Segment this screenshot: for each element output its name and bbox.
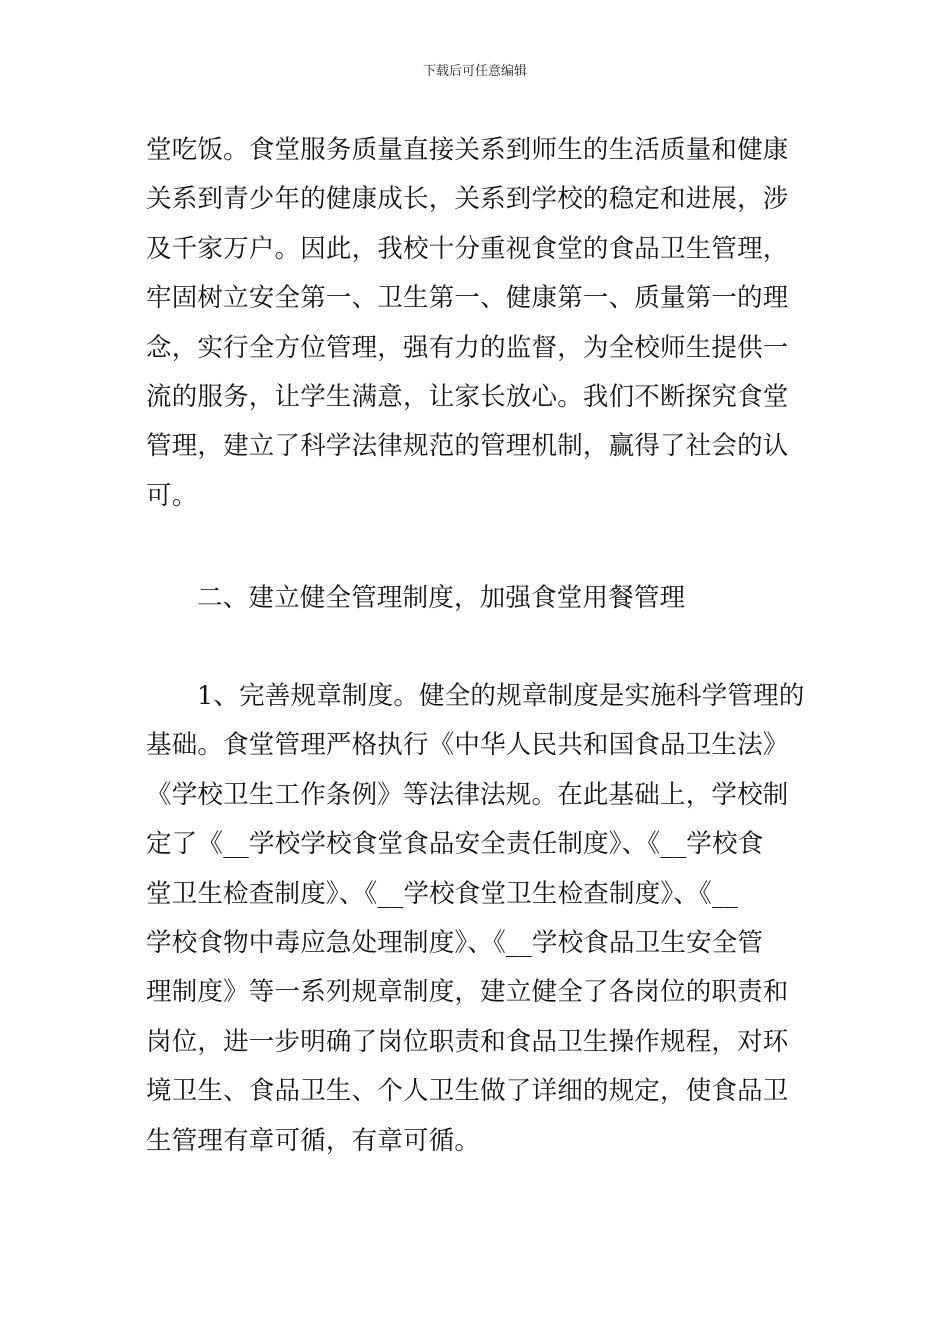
text-line: 生管理有章可循，有章可循。 bbox=[146, 1125, 481, 1156]
text-line: 关系到青少年的健康成长，关系到学校的稳定和进展，涉 bbox=[146, 184, 789, 215]
text-line: 学校食物中毒应急处理制度》、《__学校食品卫生安全管 bbox=[146, 928, 764, 959]
paragraph-intro bbox=[146, 126, 808, 521]
text-line: 堂卫生检查制度》、《__学校食堂卫生检查制度》、《__ bbox=[146, 878, 738, 909]
paragraph-regulations bbox=[146, 672, 808, 1166]
text-line: 可。 bbox=[146, 480, 198, 511]
text-line: 岗位，进一步明确了岗位职责和食品卫生操作规程，对环 bbox=[146, 1026, 789, 1057]
paragraph-text bbox=[146, 672, 808, 1166]
text-line: 1、完善规章制度。健全的规章制度是实施科学管理的 bbox=[197, 681, 805, 711]
text-line: 定了《__学校学校食堂食品安全责任制度》、《__学校食 bbox=[146, 829, 764, 860]
section-heading bbox=[146, 574, 808, 623]
text-line: 堂吃饭。食堂服务质量直接关系到师生的生活质量和健康 bbox=[146, 135, 789, 165]
text-line: 基础。食堂管理严格执行《中华人民共和国食品卫生法》 bbox=[146, 730, 789, 761]
text-line: 境卫生、食品卫生、个人卫生做了详细的规定，使食品卫 bbox=[146, 1076, 789, 1107]
text-line: 牢固树立安全第一、卫生第一、健康第一、质量第一的理 bbox=[146, 283, 789, 314]
text-line: 《学校卫生工作条例》等法律法规。在此基础上，学校制 bbox=[146, 779, 789, 810]
text-line: 及千家万户。因此，我校十分重视食堂的食品卫生管理， bbox=[146, 233, 789, 264]
heading-text bbox=[146, 574, 808, 623]
text-line: 管理，建立了科学法律规范的管理机制，赢得了社会的认 bbox=[146, 431, 789, 462]
text-line: 念，实行全方位管理，强有力的监督，为全校师生提供一 bbox=[146, 332, 789, 363]
text-line: 理制度》等一系列规章制度，建立健全了各岗位的职责和 bbox=[146, 977, 789, 1008]
paragraph-text bbox=[146, 126, 808, 521]
text-line: 流的服务，让学生满意，让家长放心。我们不断探究食堂 bbox=[146, 382, 789, 413]
page-header: 下载后可任意编辑 bbox=[422, 64, 527, 79]
text-line: 二、建立健全管理制度，加强食堂用餐管理 bbox=[197, 583, 686, 613]
